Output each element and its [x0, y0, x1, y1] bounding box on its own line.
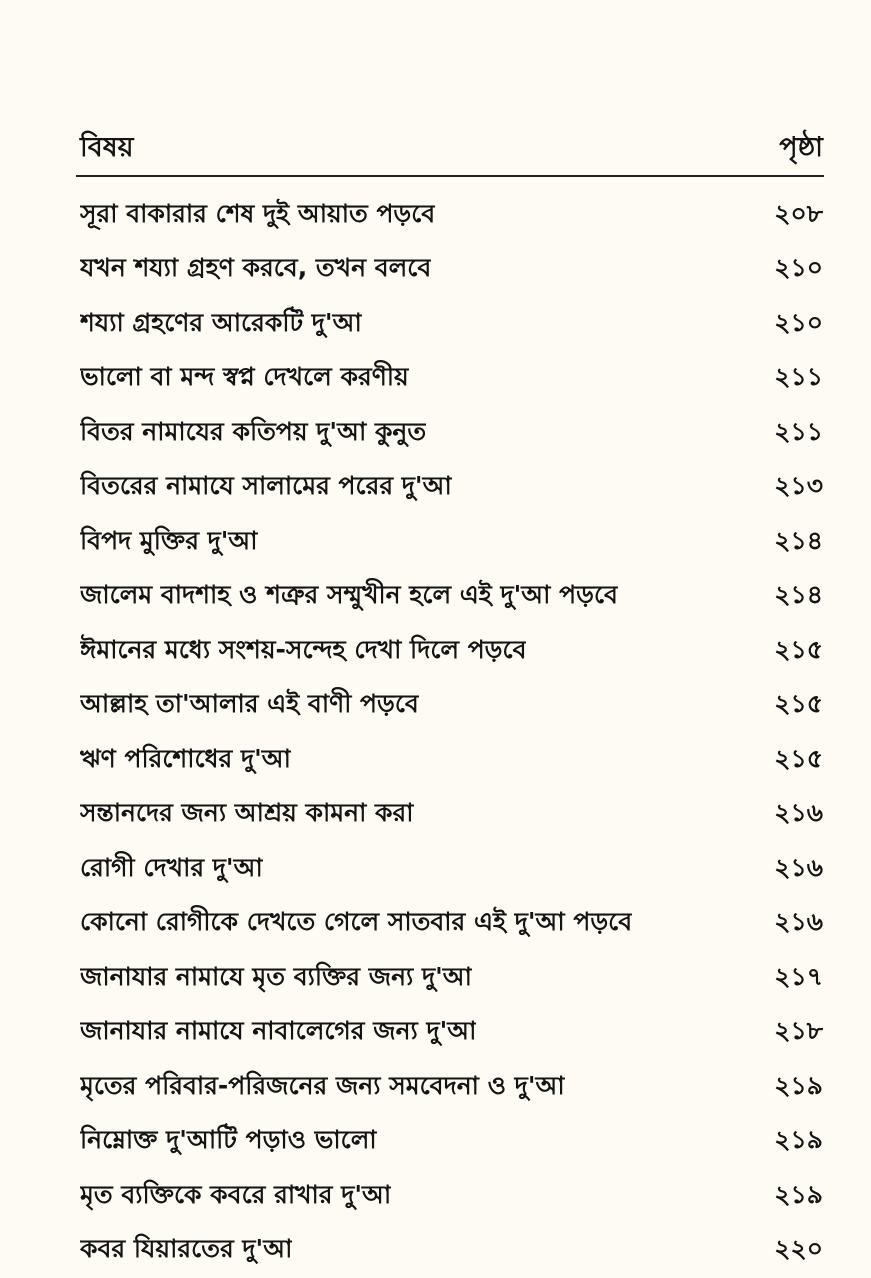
toc-entry-title: বিপদ মুক্তির দু'আ: [80, 521, 258, 564]
toc-entry-page: ২১৯: [753, 1066, 823, 1109]
toc-entry-page: ২১৫: [753, 684, 823, 727]
toc-entry: [80, 1115, 823, 1170]
toc-list: [80, 188, 823, 1278]
page-column-heading: পৃষ্ঠা: [779, 127, 823, 172]
toc-entry: [80, 461, 823, 516]
toc-entry-page: ২১৫: [753, 739, 823, 782]
toc-entry: [80, 570, 823, 625]
toc-entry: [80, 1224, 823, 1278]
toc-entry-title: রোগী দেখার দু'আ: [80, 848, 263, 891]
toc-entry-title: মৃতের পরিবার-পরিজনের জন্য সমবেদনা ও দু'আ: [80, 1066, 565, 1109]
toc-entry: [80, 352, 823, 407]
header-divider: [76, 175, 824, 177]
toc-entry-page: ২১৫: [753, 630, 823, 673]
toc-entry: [80, 1006, 823, 1061]
toc-entry-page: ২১৪: [753, 521, 823, 564]
toc-entry-title: কবর যিয়ারতের দু'আ: [80, 1229, 292, 1272]
toc-entry: [80, 624, 823, 679]
toc-entry: [80, 733, 823, 788]
toc-header: [80, 128, 823, 172]
toc-entry: [80, 297, 823, 352]
toc-entry-title: জানাযার নামাযে নাবালেগের জন্য দু'আ: [80, 1011, 476, 1054]
toc-entry-page: ২১০: [753, 303, 823, 346]
toc-entry-title: ঋণ পরিশোধের দু'আ: [80, 739, 291, 782]
toc-entry: [80, 243, 823, 298]
toc-entry: [80, 406, 823, 461]
toc-entry: [80, 1060, 823, 1115]
toc-entry: [80, 788, 823, 843]
toc-entry-title: বিতরের নামাযে সালামের পরের দু'আ: [80, 466, 452, 509]
toc-entry-title: আল্লাহ তা'আলার এই বাণী পড়বে: [80, 684, 419, 727]
toc-entry-title: ঈমানের মধ্যে সংশয়-সন্দেহ দেখা দিলে পড়বে: [80, 630, 526, 673]
toc-entry-title: শয্যা গ্রহণের আরেকটি দু'আ: [80, 303, 362, 346]
toc-entry-title: বিতর নামাযের কতিপয় দু'আ কুনুত: [80, 412, 426, 455]
toc-entry-page: ২১৯: [753, 1120, 823, 1163]
toc-entry-page: ২১৬: [753, 902, 823, 945]
toc-entry-title: জানাযার নামাযে মৃত ব্যক্তির জন্য দু'আ: [80, 957, 472, 1000]
toc-entry-page: ২১১: [753, 412, 823, 455]
toc-entry-title: যখন শয্যা গ্রহণ করবে, তখন বলবে: [80, 248, 431, 291]
toc-entry-page: ২১৩: [753, 466, 823, 509]
toc-entry-page: ২১৬: [753, 848, 823, 891]
toc-entry: [80, 897, 823, 952]
toc-entry: [80, 951, 823, 1006]
toc-entry-page: ২১৪: [753, 575, 823, 618]
toc-entry: [80, 679, 823, 734]
toc-entry: [80, 188, 823, 243]
toc-entry-title: নিম্নোক্ত দু'আটি পড়াও ভালো: [80, 1120, 377, 1163]
toc-entry-title: ভালো বা মন্দ স্বপ্ন দেখলে করণীয়: [80, 357, 409, 400]
toc-entry-page: ২১০: [753, 248, 823, 291]
toc-entry-title: সূরা বাকারার শেষ দুই আয়াত পড়বে: [80, 194, 435, 237]
toc-entry: [80, 842, 823, 897]
toc-entry-page: ২১৮: [753, 1011, 823, 1054]
toc-entry-title: কোনো রোগীকে দেখতে গেলে সাতবার এই দু'আ পড়বে: [80, 902, 632, 945]
subject-column-heading: বিষয়: [80, 127, 134, 172]
toc-entry-page: ২১১: [753, 357, 823, 400]
toc-entry-page: ২০৮: [753, 194, 823, 237]
toc-entry-title: সন্তানদের জন্য আশ্রয় কামনা করা: [80, 793, 414, 836]
toc-entry-page: ২১৯: [753, 1175, 823, 1218]
toc-entry: [80, 515, 823, 570]
toc-entry-title: জালেম বাদশাহ ও শত্রুর সম্মুখীন হলে এই দু'আ পড়বে: [80, 575, 618, 618]
toc-entry: [80, 1169, 823, 1224]
toc-entry-page: ২১৭: [753, 957, 823, 1000]
toc-entry-page: ২১৬: [753, 793, 823, 836]
toc-entry-title: মৃত ব্যক্তিকে কবরে রাখার দু'আ: [80, 1175, 391, 1218]
toc-entry-page: ২২০: [753, 1229, 823, 1272]
